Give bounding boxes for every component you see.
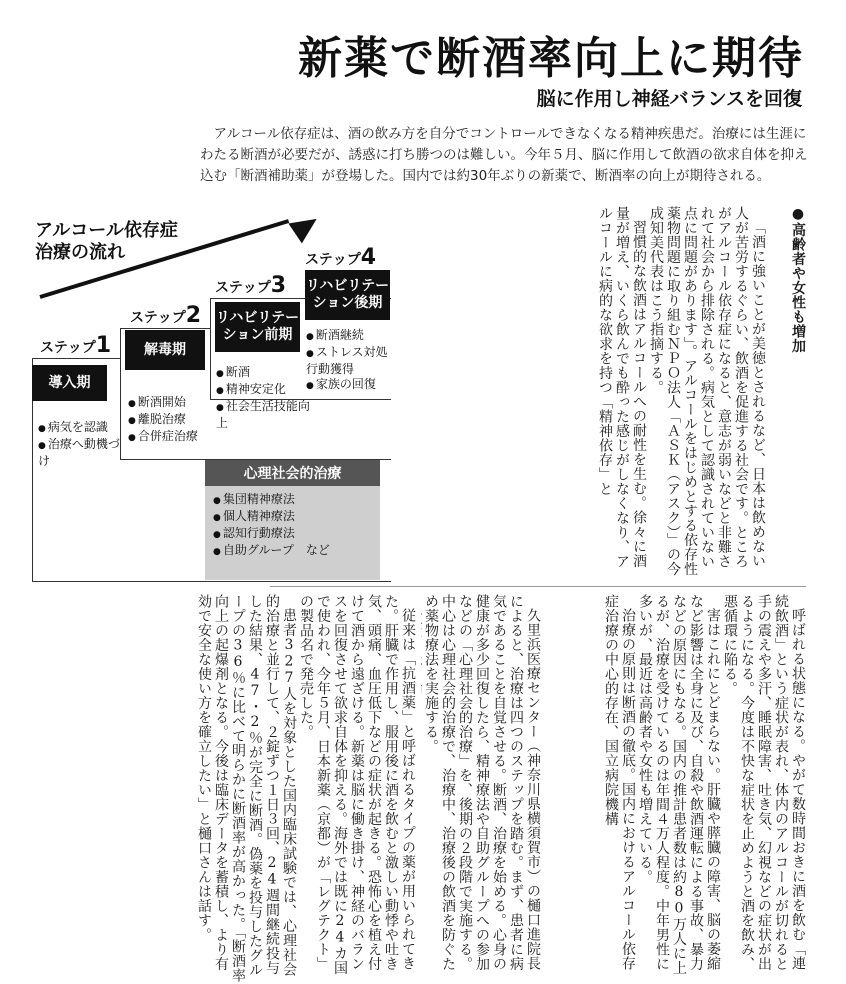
list-item: ● 治療へ動機づけ	[38, 437, 128, 469]
step-3-box: リハビリテーション前期	[215, 302, 300, 352]
paragraph: 「酒に強いことが美徳とされるなど、日本は飲めない人が苦労するぐらい、飲酒を促進する社会です。ところがアルコール依存症になると、意志が弱いなどと非難されて社会から排除される。病気として認識されていない点に問題があります」。アルコールをはじめとする依存性薬物問題に取り組むＮＰＯ法人「ＡＳＫ（アスク）」の今成知美代表はこう指摘する。	[648, 206, 766, 576]
chart-title	[35, 220, 178, 264]
list-item: ● 社会生活技能向上	[216, 399, 311, 431]
psychosocial-items	[205, 486, 380, 566]
list-item: ● 個人精神療法	[213, 509, 372, 526]
lead-paragraph: アルコール依存症は、酒の飲み方を自分でコントロールできなくなる精神疾患だ。治療には生涯にわたる断酒が必要だが、誘惑に打ち勝つのは難しい。今年５月、脳に作用して飲酒の欲求自体を抑え込む「断酒補助薬」が登場した。国内では約30年ぶりの新薬で、断酒率の向上が期待される。	[200, 126, 808, 184]
list-item: ● 合併症治療	[128, 429, 218, 446]
step-word: ステップ	[40, 340, 96, 356]
list-item: ● 集団精神療法	[213, 492, 372, 509]
section-heading-1: ●高齢者や女性も増加	[790, 206, 806, 353]
list-item: ● 断酒継続	[306, 328, 390, 345]
article-column-5	[421, 594, 541, 984]
step-number: 3	[270, 273, 287, 298]
list-item: ● 断酒	[216, 365, 311, 382]
step-4-items	[306, 328, 390, 394]
step-1-box: 導入期	[32, 365, 107, 401]
column-rule	[270, 586, 806, 587]
step-word: ステップ	[130, 310, 186, 326]
step-2-items	[128, 395, 218, 446]
psychosocial-treatment-box	[205, 460, 380, 580]
section-heading-2	[421, 594, 422, 984]
step-4-label	[305, 245, 376, 270]
step-4-box: リハビリテーション後期	[305, 270, 390, 320]
paragraph: 患者327人を対象とした国内臨床試験では、心理社会的治療と並行して、２錠ずつ１日３回、24週間継続投与した結果、47・2％が完全に断酒。偽薬を投与したグループの36％に比べて明らかに断酒率が高かった。「断酒率向上の起爆剤となる。今後は臨床データを蓄積し、より有効で安全な使い方を確立したい」と樋口さんは話す。	[196, 594, 297, 983]
list-item: ● 自助グループ など	[213, 543, 372, 560]
subhead: 脳に作用し神経バランスを回復	[536, 88, 802, 110]
step-2-box: 解毒期	[125, 330, 205, 370]
paragraph: 久里浜医療センター（神奈川県横須賀市）の樋口進院長によると、治療は四つのステップを踏む。まず、患者に病気であることを自覚させる。断酒、治療を始める。心身の健康が多少回復したら、精神療法や自助グループへの参加などの「心理社会的治療」を、後期の２段階で実施する。中心は心理社会的治療で、治療中、治療後の飲酒を防ぐため薬物療法を実施する。	[423, 594, 541, 971]
arrow-head-icon	[288, 209, 323, 243]
chart-title-line1: アルコール依存症	[35, 220, 178, 241]
paragraph: 治療の原則は断酒の徹底。国内におけるアルコール依存症治療の中心的存在、国立病院機構	[603, 594, 636, 971]
list-item: ● 家族の回復	[306, 377, 390, 394]
list-item: ● 認知行動療法	[213, 526, 372, 543]
step-word: ステップ	[215, 280, 271, 296]
list-item: ● 精神安定化	[216, 382, 311, 399]
article-column-6	[40, 594, 416, 984]
step-3-items	[216, 365, 311, 431]
chart-title-line2: 治療の流れ	[35, 242, 125, 263]
step-3-label	[215, 273, 286, 298]
step-word: ステップ	[305, 252, 361, 268]
step-1-label	[40, 333, 111, 358]
list-item: ● 断酒開始	[128, 395, 218, 412]
paragraph: 呼ばれる状態になる。やがて数時間おきに酒を飲む「連続飲酒」という症状が表れ、体内のアルコールが切れると手の震えや多汗、睡眠障害、吐き気、幻視などの症状が出るようになる。今度は不快な症状を止めようと酒を飲み、悪循環に陥る。	[722, 594, 806, 971]
step-number: 4	[360, 245, 377, 270]
article-column-2	[466, 206, 766, 578]
paragraph: 従来は「抗酒薬」と呼ばれるタイプの薬が用いられてきた。肝臓で作用し、服用後に酒を飲むと激しい動悸や吐き気、頭痛、血圧低下などの症状が起きる。恐怖心を植え付けて酒から遠ざける。新薬は脳に働き掛け、神経のバランスを回復させて欲求自体を抑える。海外では既に24カ国で使われ、今年５月、日本新薬（京都）が「レグテクト」の製品名で発売した。	[298, 594, 416, 975]
psychosocial-title: 心理社会的治療	[205, 460, 380, 486]
step-number: 2	[185, 303, 202, 328]
list-item: ● 離脱治療	[128, 412, 218, 429]
headline: 新薬で断酒率向上に期待	[298, 33, 804, 84]
step-2-label	[130, 303, 201, 328]
list-item: ● ストレス対処行動獲得	[306, 345, 390, 377]
step-number: 1	[95, 333, 112, 358]
list-item: ● 病気を認識	[38, 420, 128, 437]
article-column-4	[546, 594, 806, 984]
paragraph: 害はこれにとどまらない。肝臓や膵臓の障害、脳の萎縮など影響は全身に及び、自殺や飲酒運転による事故、暴力などの原因にもなる。国内の推計患者数は約80万人に上るが、治療を受けているのは年間４万人程度。中年男性に多いが、最近は高齢者や女性も増えている。	[637, 594, 721, 975]
step-1-items	[38, 420, 128, 469]
paragraph: 習慣的な飲酒はアルコールへの耐性を生む。徐々に酒量が増え、いくら飲んでも酔った感じがしなくなり、アルコールに病的な欲求を持つ「精神依存」と	[597, 206, 647, 569]
